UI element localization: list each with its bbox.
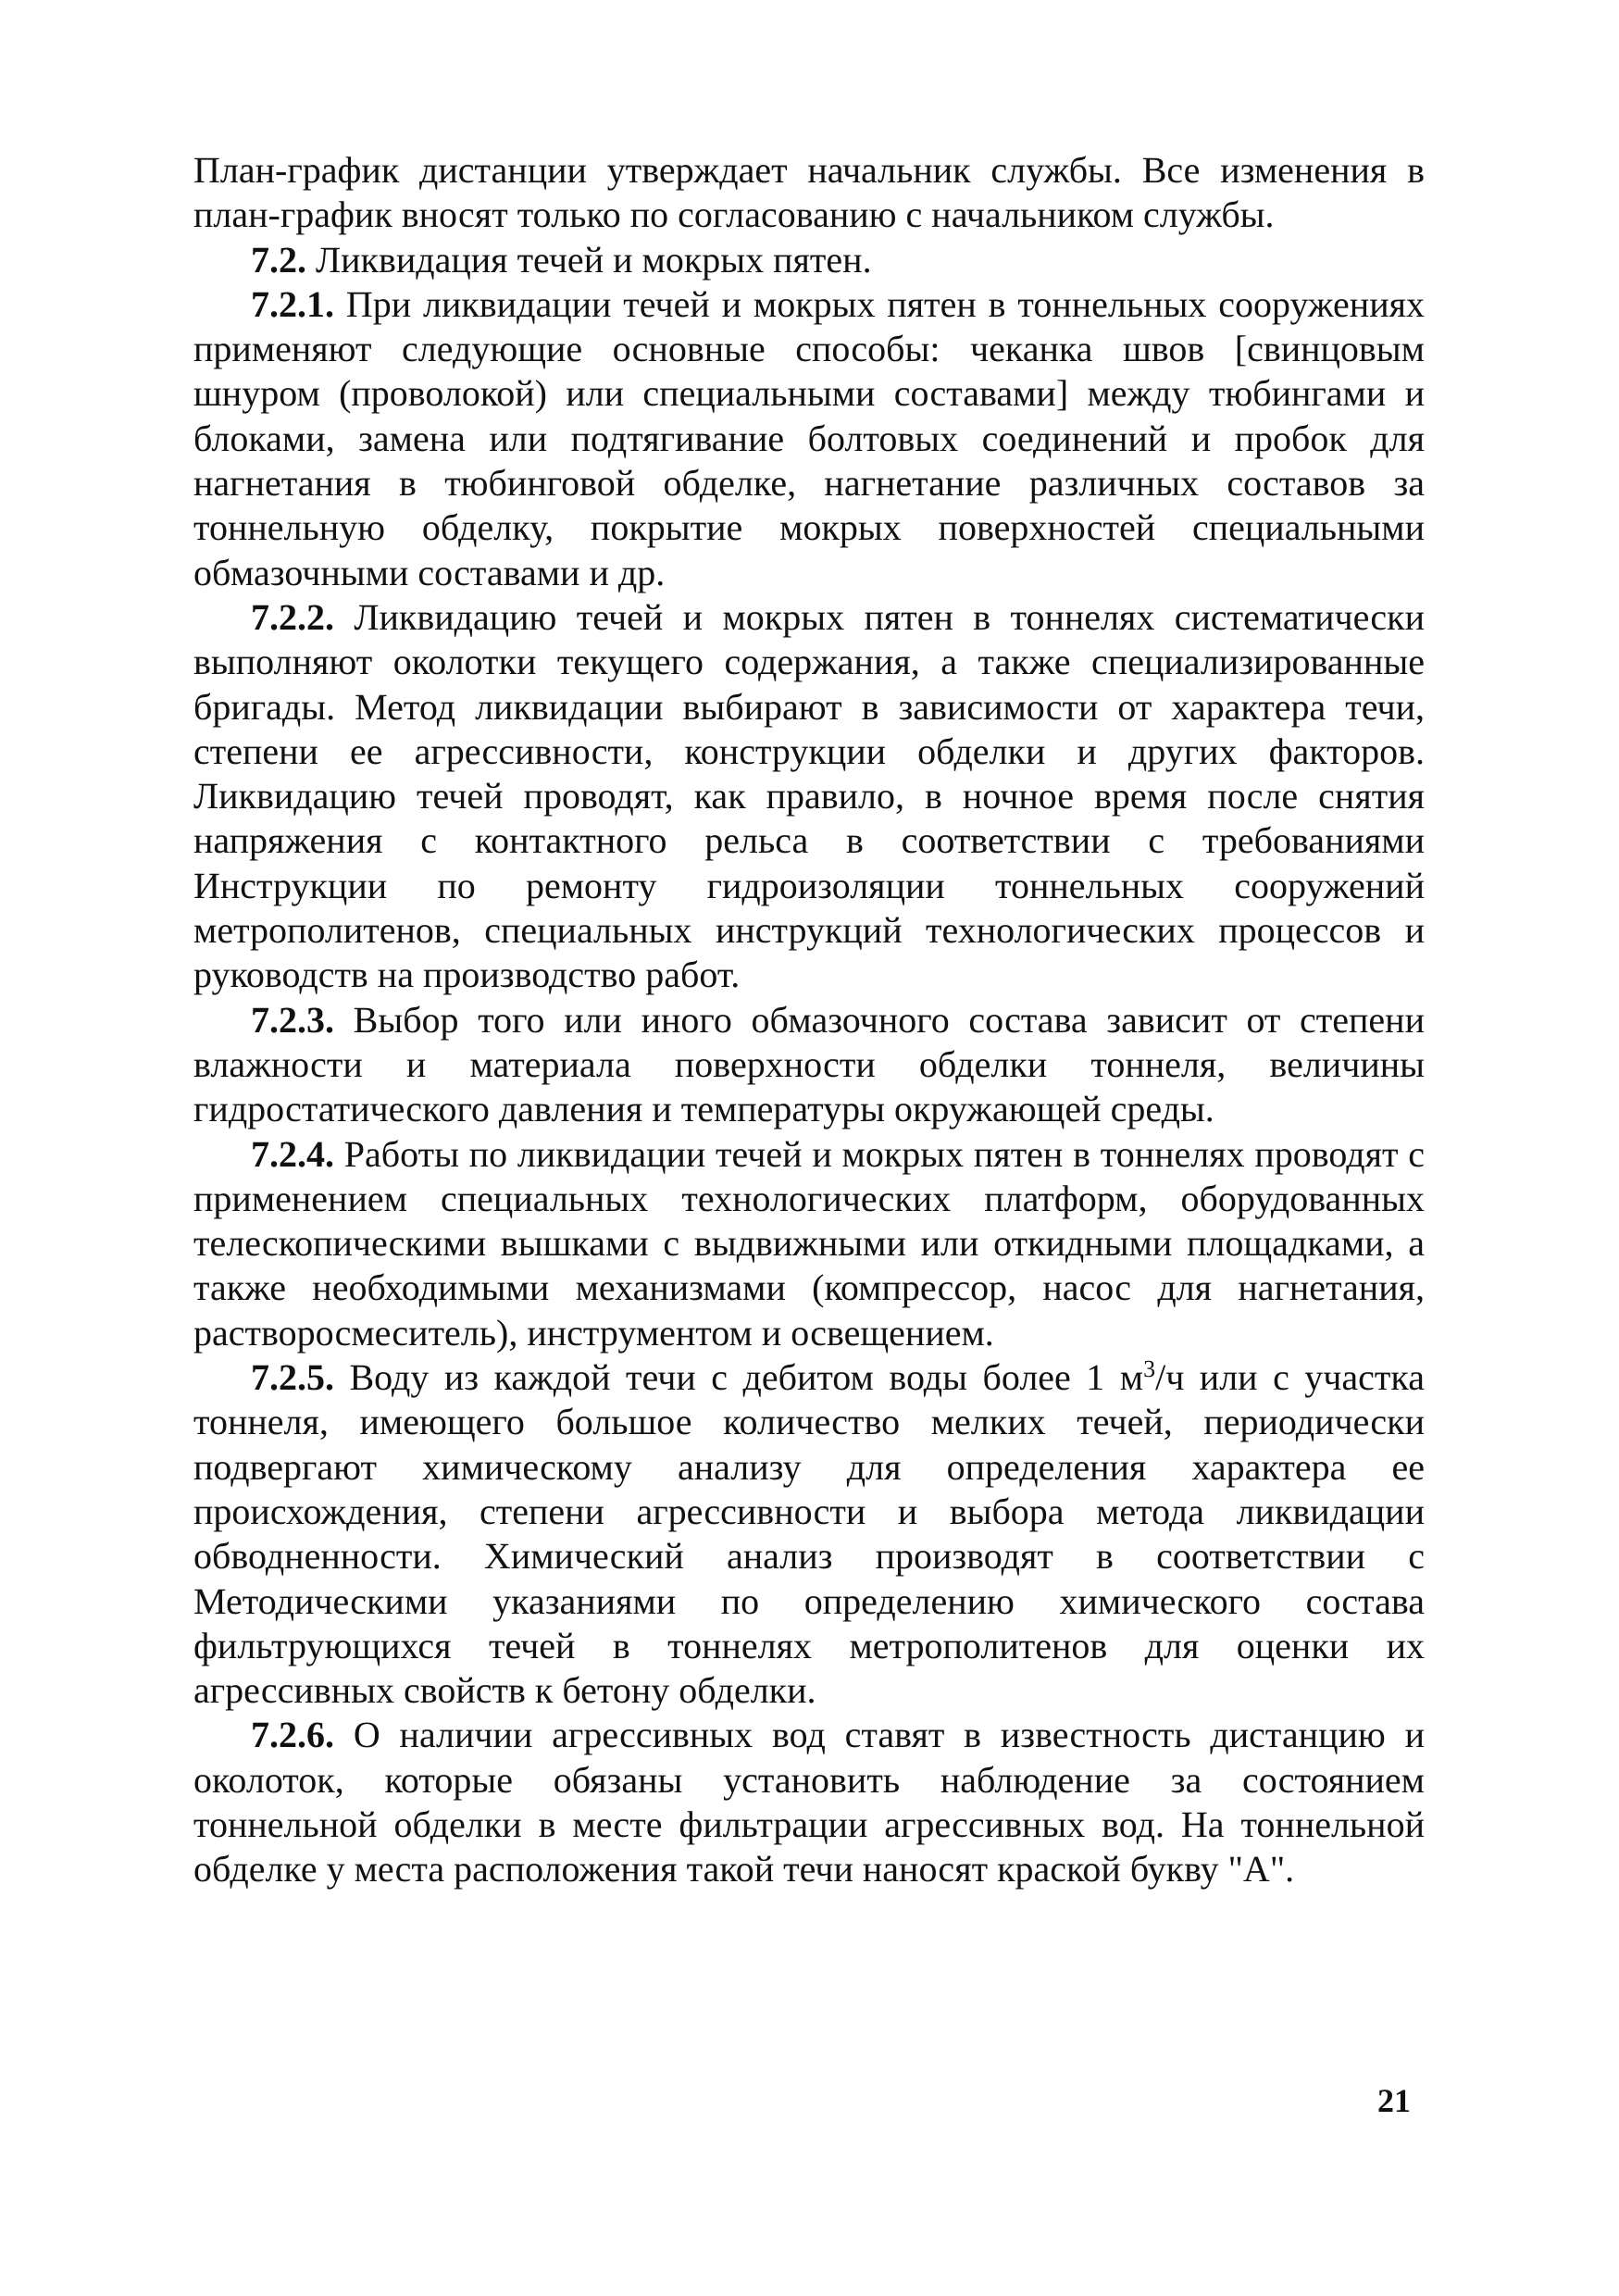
paragraph-intro bbox=[193, 148, 1425, 238]
paragraph-7-2-5 bbox=[193, 1355, 1425, 1713]
section-number: 7.2.1. bbox=[251, 282, 334, 325]
section-number: 7.2. bbox=[251, 238, 306, 281]
paragraph-7-2-3 bbox=[193, 998, 1425, 1132]
paragraph-text: При ликвидации течей и мокрых пятен в тоннельных сооружениях применяют следующие основные способы: чеканка швов [свинцовым шнуром (проволокой) или специальными составами] между тюбингами и блоками, замена или подтягивание болтовых соединений и пробок для нагнетания в тюбинговой обделке, нагнетание различных составов за тоннельную обделку, покрытие мокрых поверхностей специальными обмазочными составами и др. bbox=[193, 282, 1426, 593]
paragraph-text: Работы по ликвидации течей и мокрых пятен в тоннелях проводят с применением специальных технологических платформ, оборудованных телескопическими вышками с выдвижными или откидными площадками, а также необходимыми механизмами (компрессор, насос для нагнетания, растворосмеситель), инструментом и освещением. bbox=[193, 1132, 1426, 1354]
paragraph-text: О наличии агрессивных вод ставят в известность дистанцию и околоток, которые обязаны установить наблюдение за состоянием тоннельной обделки в месте фильтрации агрессивных вод. На тоннельной обделке у места расположения такой течи наносят краской букву "А". bbox=[193, 1714, 1425, 1890]
paragraph-7-2 bbox=[193, 238, 1425, 282]
document-page bbox=[193, 148, 1425, 1892]
superscript-exponent: 3 bbox=[1143, 1355, 1156, 1383]
paragraph-text: План-график дистанции утверждает начальник службы. Все изменения в план-график вносят только по согласованию с начальником службы. bbox=[193, 149, 1425, 236]
paragraph-7-2-4 bbox=[193, 1132, 1425, 1355]
section-number: 7.2.4. bbox=[251, 1132, 334, 1175]
paragraph-text: Ликвидацию течей и мокрых пятен в тоннелях систематически выполняют околотки текущего содержания, а также специализированные бригады. Метод ликвидации выбирают в зависимости от характера течи, степени ее агрессивности, конструкции обделки и других факторов. Ликвидацию течей проводят, как правило, в ночное время после снятия напряжения с контактного рельса в соответствии с требованиями Инструкции по ремонту гидроизоляции тоннельных сооружений метрополитенов, специальных инструкций технологических процессов и руководств на производство работ. bbox=[193, 595, 1426, 996]
paragraph-text: Выбор того или иного обмазочного состава зависит от степени влажности и материала поверхности обделки тоннеля, величины гидростатического давления и температуры окружающей среды. bbox=[193, 998, 1425, 1130]
paragraph-text-before: Воду из каждой течи с дебитом воды более 1 м bbox=[349, 1356, 1144, 1399]
paragraph-7-2-2 bbox=[193, 595, 1425, 998]
paragraph-7-2-6 bbox=[193, 1713, 1425, 1891]
section-heading-text: Ликвидация течей и мокрых пятен. bbox=[316, 238, 872, 281]
section-number: 7.2.3. bbox=[251, 998, 334, 1041]
paragraph-text-after: /ч или с участка тоннеля, имеющего большое количество мелких течей, периодически подвергают химическому анализу для определения характера ее происхождения, степени агрессивности и выбора метода ликвидации обводненности. Химический анализ производят в соответствии с Методическими указаниями по определению химического состава фильтрующихся течей в тоннелях метрополитенов для оценки их агрессивных свойств к бетону обделки. bbox=[193, 1356, 1425, 1712]
section-number: 7.2.5. bbox=[251, 1356, 334, 1399]
paragraph-7-2-1 bbox=[193, 282, 1425, 595]
section-number: 7.2.2. bbox=[251, 595, 334, 638]
page-number: 21 bbox=[1377, 2082, 1411, 2119]
section-number: 7.2.6. bbox=[251, 1714, 334, 1756]
